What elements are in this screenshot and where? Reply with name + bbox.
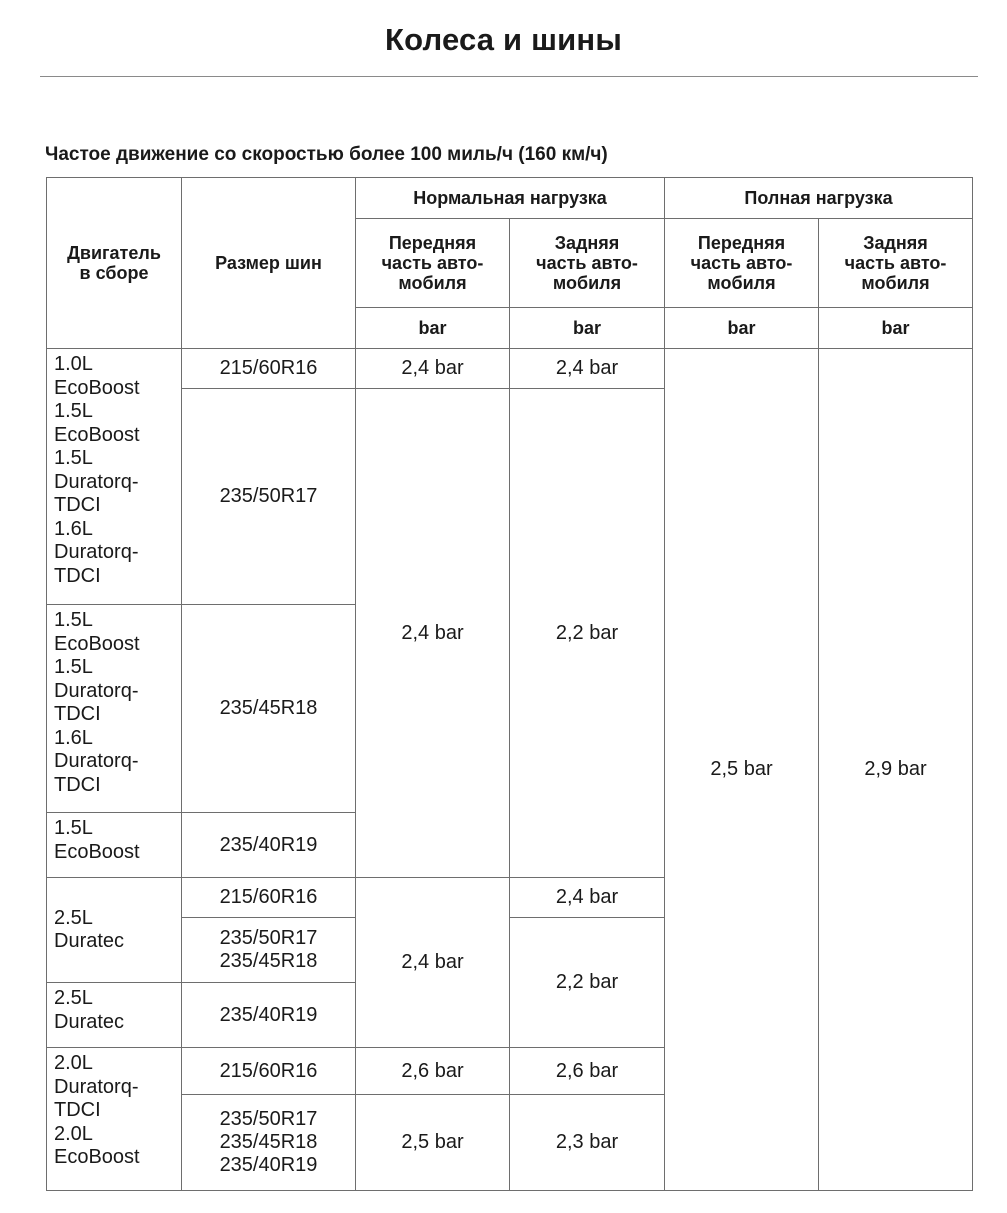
- tire-pressure-table: [46, 177, 973, 1191]
- cell-line: EcoBoost: [54, 423, 140, 446]
- tire-size-cell: 235/45R18: [182, 605, 356, 813]
- cell-line: 1.5L: [54, 447, 93, 469]
- cell-line: Duratec: [54, 930, 125, 952]
- cell-line: 1.5L: [54, 656, 93, 678]
- header-front-full: [665, 219, 819, 308]
- pressure-cell: 2,9 bar: [819, 349, 973, 1191]
- cell-line: EcoBoost: [54, 1146, 140, 1168]
- cell-line: мобиля: [861, 273, 930, 293]
- cell-line: в сборе: [79, 263, 149, 283]
- tire-size-cell: 215/60R16: [182, 878, 356, 918]
- cell-line: часть авто-: [536, 253, 638, 273]
- cell-line: 235/50R17: [219, 1108, 318, 1130]
- unit-rear-full: bar: [819, 308, 973, 349]
- pressure-cell: 2,5 bar: [665, 349, 819, 1191]
- cell-line: мобиля: [552, 273, 622, 293]
- engine-cell: [47, 813, 182, 878]
- cell-line: Задняя: [863, 233, 928, 253]
- cell-line: EcoBoost: [54, 376, 140, 399]
- header-rear-full: [819, 219, 973, 308]
- tire-size-cell: [182, 918, 356, 983]
- cell-line: Duratorq-: [54, 679, 139, 702]
- pressure-cell: 2,4 bar: [356, 389, 510, 878]
- cell-line: Передняя: [388, 233, 477, 253]
- cell-line: 235/40R19: [219, 1154, 318, 1176]
- engine-cell: [47, 1048, 182, 1191]
- tire-size-cell: 215/60R16: [182, 1048, 356, 1095]
- pressure-cell: 2,4 bar: [510, 349, 665, 389]
- pressure-cell: 2,6 bar: [356, 1048, 510, 1095]
- cell-line: часть авто-: [381, 253, 484, 273]
- cell-line: 1.5L: [54, 400, 93, 422]
- tire-size-cell: 235/50R17: [182, 389, 356, 605]
- cell-line: 235/45R18: [219, 1131, 318, 1153]
- table-row: [47, 349, 973, 389]
- header-normal-load: Нормальная нагрузка: [356, 178, 665, 219]
- cell-line: EcoBoost: [54, 632, 140, 655]
- cell-line: 1.6L: [54, 517, 93, 540]
- header-full-load: Полная нагрузка: [665, 178, 973, 219]
- pressure-cell: 2,2 bar: [510, 918, 665, 1048]
- cell-line: мобиля: [398, 273, 467, 293]
- cell-line: 2.0L: [54, 1052, 93, 1074]
- cell-line: Duratorq-: [54, 750, 139, 772]
- title-divider: [40, 76, 978, 77]
- cell-line: 2.5L: [54, 907, 93, 929]
- unit-front-normal: bar: [356, 308, 510, 349]
- page-title: Колеса и шины: [384, 22, 623, 57]
- pressure-cell: 2,4 bar: [510, 878, 665, 918]
- cell-line: TDCI: [54, 1099, 101, 1121]
- cell-line: TDCI: [54, 703, 101, 725]
- engine-cell: [47, 605, 182, 813]
- engine-cell: [47, 349, 182, 605]
- tire-size-cell: 235/40R19: [182, 813, 356, 878]
- tire-size-cell: [182, 1095, 356, 1191]
- unit-front-full: bar: [665, 308, 819, 349]
- pressure-cell: 2,4 bar: [356, 878, 510, 1048]
- cell-line: часть авто-: [690, 253, 793, 273]
- pressure-cell: 2,5 bar: [356, 1095, 510, 1191]
- cell-line: 2.0L: [54, 1122, 93, 1145]
- header-engine: [47, 178, 182, 349]
- tire-size-cell: 215/60R16: [182, 349, 356, 389]
- cell-line: Duratorq-: [54, 541, 139, 563]
- cell-line: TDCI: [54, 564, 101, 587]
- cell-line: 2.5L: [54, 987, 93, 1009]
- cell-line: Передняя: [697, 233, 786, 253]
- unit-rear-normal: bar: [510, 308, 665, 349]
- cell-line: Двигатель: [67, 243, 161, 263]
- cell-line: мобиля: [707, 273, 776, 293]
- pressure-cell: 2,2 bar: [510, 389, 665, 878]
- cell-line: 235/50R17: [219, 927, 318, 949]
- cell-line: 1.0L: [54, 353, 93, 375]
- cell-line: 1.5L: [54, 609, 93, 631]
- cell-line: Duratorq-: [54, 470, 139, 493]
- pressure-cell: 2,6 bar: [510, 1048, 665, 1095]
- cell-line: 1.6L: [54, 726, 93, 749]
- cell-line: Duratec: [54, 1010, 125, 1033]
- header-tire-size: Размер шин: [182, 178, 356, 349]
- cell-line: часть авто-: [844, 253, 947, 273]
- engine-cell: [47, 878, 182, 983]
- cell-line: TDCI: [54, 494, 101, 516]
- header-rear-normal: [510, 219, 665, 308]
- tire-size-cell: 235/40R19: [182, 983, 356, 1048]
- pressure-cell: 2,3 bar: [510, 1095, 665, 1191]
- header-front-normal: [356, 219, 510, 308]
- section-title: Частое движение со скоростью более 100 миль/ч (160 км/ч): [45, 144, 608, 165]
- cell-line: 235/45R18: [219, 950, 318, 972]
- cell-line: 1.5L: [54, 817, 93, 839]
- pressure-cell: 2,4 bar: [356, 349, 510, 389]
- engine-cell: [47, 983, 182, 1048]
- cell-line: TDCI: [54, 773, 101, 796]
- cell-line: EcoBoost: [54, 840, 140, 863]
- cell-line: Задняя: [554, 233, 620, 253]
- cell-line: Duratorq-: [54, 1075, 139, 1098]
